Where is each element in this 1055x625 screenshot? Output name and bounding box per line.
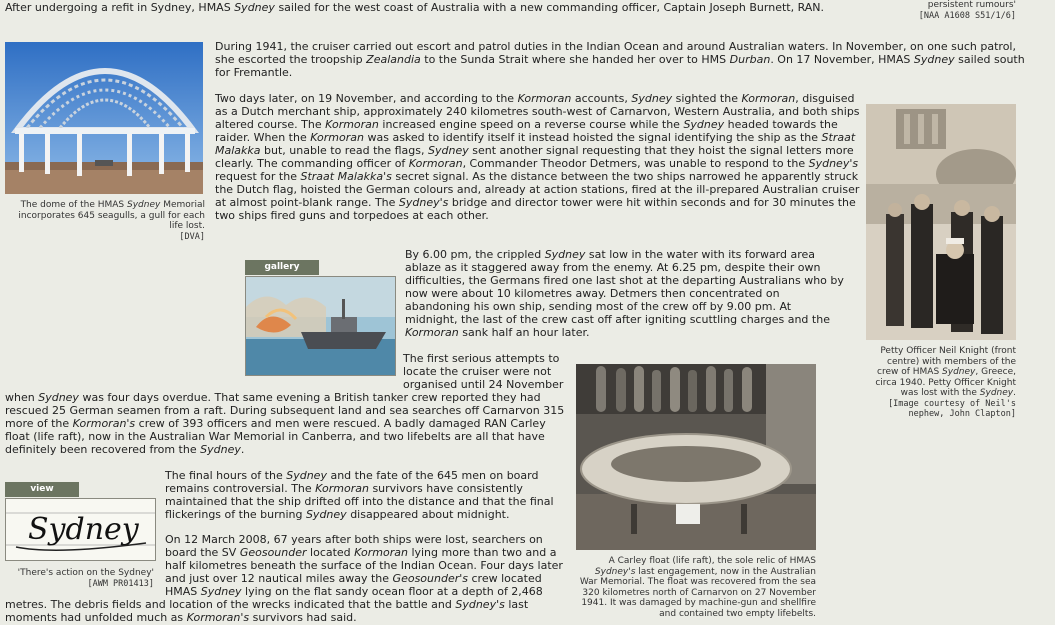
paragraph-search: The first serious attempts to locate the cruiser were not organised until 24 November when Sydney was four days overdue. That same evening a British tanker crew reported they had rescued 25 German seamen from a raft. During subsequent land and sea searches off Carnarvon 315 more of the Kormoran's crew of 393 officers and men were rescued. A badly damaged RAN Carley float (life raft), now in the Australian War Memorial in Canberra, and two lifebelts are all that have definitely been recovered from the Sydney. [5, 352, 565, 456]
paragraph-engagement: Two days later, on 19 November, and according to the Kormoran accounts, Sydney sighted the Kormoran, disguised as a Dutch merchant ship, approximately 240 kilometres south-west of Carnarvon, Western Australia, and both ships altered course. The Kormoran increased engine speed on a reverse course while the Sydney headed towards the raider. When the Kormoran was asked to identify itself it instead hoisted the signal identifying the ship as the Straat Malakka but, unable to read the flags, Sydney sent another signal requesting that they hoist the signal letters more clearly. The commanding officer of Kormoran, Commander Theodor Detmers, was unable to respond to the Sydney's request for the Straat Malakka's secret signal. As the distance between the two ships narrowed he apparently struck the Dutch flag, hoisted the German colours and, already at action stations, fired at the ill-prepared Australian cruiser at almost point-blank range. The Sydney's bridge and director tower were hit within seconds and for 30 minutes the two ships fired guns and torpedoes at each other. [215, 92, 860, 222]
paragraph-discovery: On 12 March 2008, 67 years after both ships were lost, searchers on board the SV Geosounder located Kormoran lying more than two and a half kilometres beneath the surface of the Indian Ocean. Four days later and just over 12 nautical miles away the Geosounder's crew located HMAS Sydney lying on the flat sandy ocean floor at a depth of 2,468 metres. The debris fields and location of the wrecks indicated that the battle and Sydney's last moments had unfolded much as Kormoran's survivors had said. [5, 533, 563, 624]
memorial-dome-image [5, 42, 203, 194]
top-right-caption: persistent rumours' [NAA A1608 S51/1/6] [918, 0, 1016, 21]
paragraph-controversy: The final hours of the Sydney and the fate of the 645 men on board remains controversial. The Kormoran survivors have consistently maintained that the ship drifted off into the distance and that the final flickerings of the burning Sydney disappeared about midnight. [165, 469, 554, 521]
knight-photo-caption: Petty Officer Neil Knight (front centre) with members of the crew of HMAS Sydney, Greece, circa 1940. Petty Officer Knight was lost with the Sydney. [Image courtesy of Neil's nephew, John Clapton] [875, 346, 1016, 419]
gallery-tab[interactable]: gallery [245, 260, 319, 275]
memorial-dome-picture [5, 42, 203, 194]
script-word: Sydney [28, 512, 139, 547]
memorial-dome-caption: The dome of the HMAS Sydney Memorial incorporates 645 seagulls, a gull for each life lost. [DVA] [18, 200, 205, 242]
paragraph-sinking: By 6.00 pm, the crippled Sydney sat low in the water with its forward area ablaze as it staggered away from the enemy. At 6.25 pm, despite their own difficulties, the Germans fired one last shot at the departing Australians who by now were about 10 kilometres away. Detmers then concentrated on abandoning his own ship, sending most of the crew off by 9.00 pm. At midnight, the last of the crew cast off after igniting scuttling charges and the Kormoran sank half an hour later. [405, 248, 844, 339]
view-caption: 'There's action on the Sydney' [AWM PR01413] [17, 568, 154, 589]
carley-float-image [576, 364, 816, 550]
carley-float-caption: A Carley float (life raft), the sole relic of HMAS Sydney's last engagement, now in the Australian War Memorial. The float was recovered from the sea 320 kilometres north of Carnarvon on 27 November 1941. It was damaged by machine-gun and shellfire and contained two empty lifebelts. [579, 556, 816, 619]
view-tab[interactable]: view [5, 482, 79, 497]
knight-crew-picture [866, 104, 1016, 340]
paragraph-patrol: During 1941, the cruiser carried out escort and patrol duties in the Indian Ocean and around Australian waters. In November, on one such patrol, she escorted the troopship Zealandia to the Sunda Strait where she handed her over to HMS Durban. On 17 November, HMAS Sydney sailed south for Fremantle. [215, 40, 1025, 79]
knight-crew-photo [866, 104, 1016, 340]
carley-float-picture [576, 364, 816, 550]
intro-paragraph: After undergoing a refit in Sydney, HMAS Sydney sailed for the west coast of Australia with a new commanding officer, Captain Joseph Burnett, RAN. [5, 1, 825, 14]
